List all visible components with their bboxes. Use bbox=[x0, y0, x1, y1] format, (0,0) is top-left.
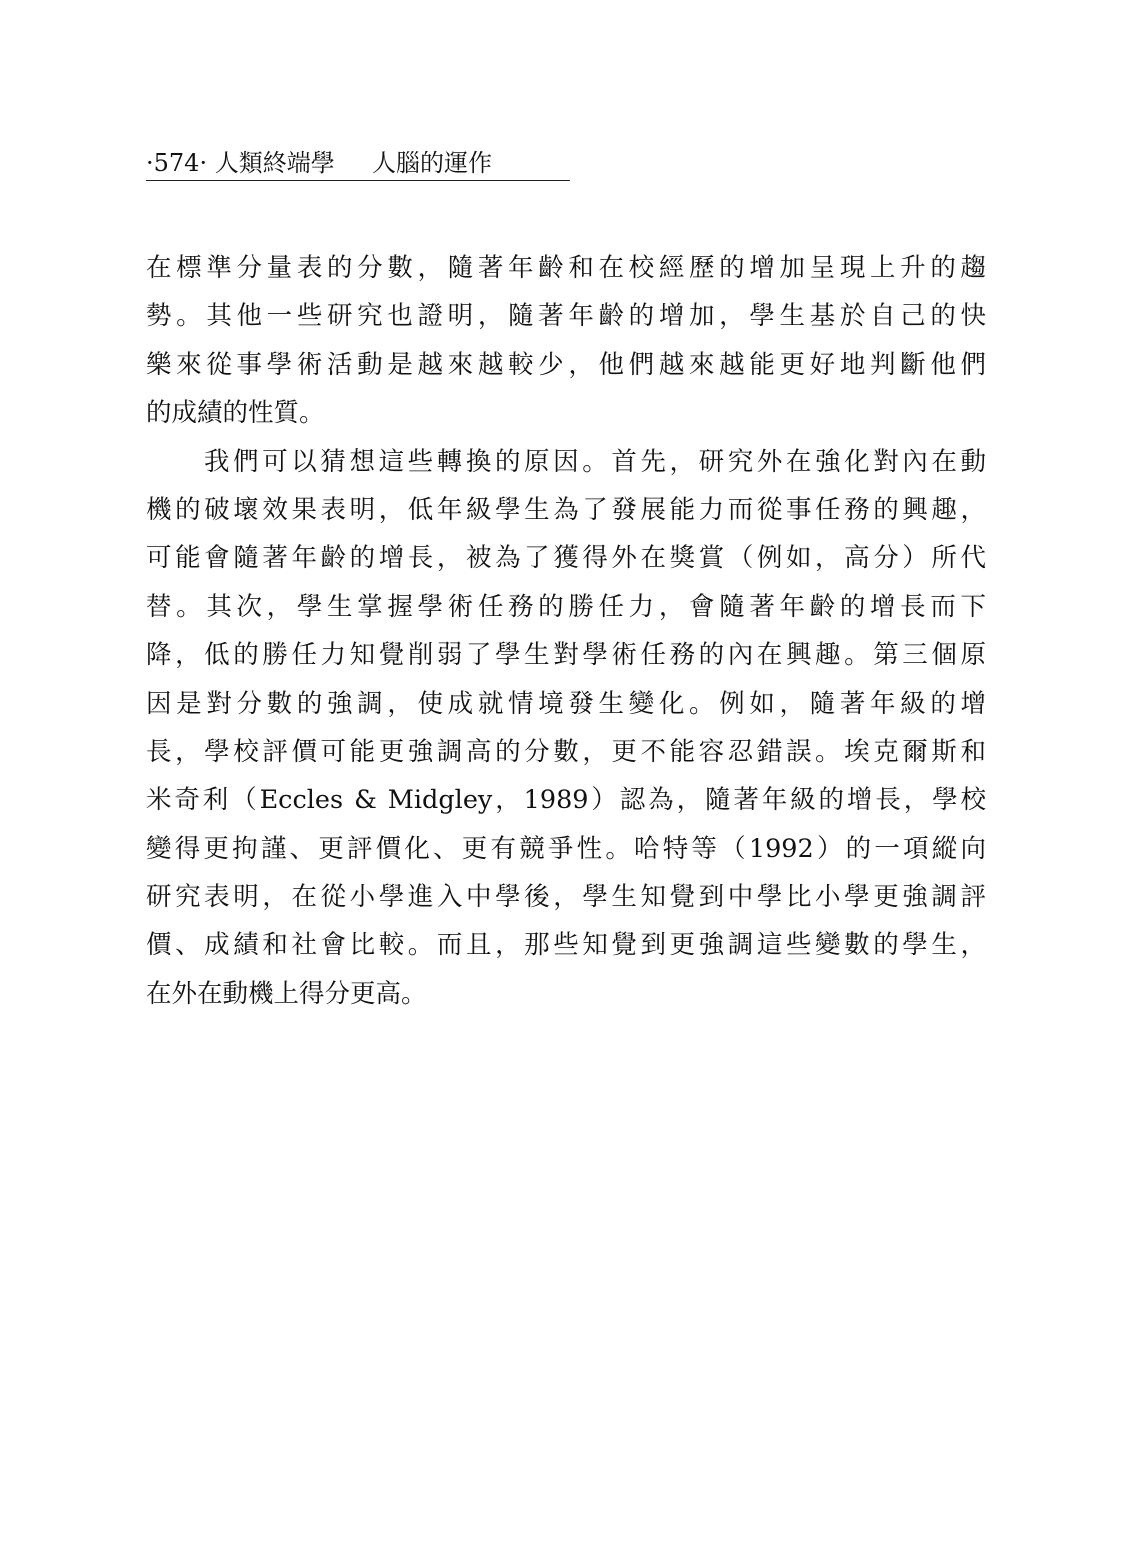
text-line: 在標準分量表的分數，隨著年齡和在校經歷的增加呈現上升的趨 bbox=[146, 253, 986, 283]
book-title: 人類終端學 bbox=[214, 149, 335, 177]
text-line: 在外在動機上得分更高。 bbox=[146, 978, 427, 1009]
text-line: 價、成績和社會比較。而且，那些知覺到更強調這些變數的學生， bbox=[146, 930, 986, 961]
body-text bbox=[146, 244, 986, 1018]
chapter-title: 人腦的運作 bbox=[372, 149, 492, 177]
text-line: 研究表明，在從小學進入中學後，學生知覺到中學比小學更強調評 bbox=[146, 882, 986, 913]
page-number: ·574· bbox=[146, 149, 208, 177]
text-line: 變得更拘謹、更評價化、更有競爭性。哈特等（1992）的一項縱向 bbox=[146, 833, 986, 864]
page-header bbox=[146, 146, 570, 181]
text-line: 替。其次，學生掌握學術任務的勝任力，會隨著年齡的增長而下 bbox=[146, 591, 986, 622]
paragraph-1 bbox=[146, 244, 986, 438]
text-line: 樂來從事學術活動是越來越較少，他們越來越能更好地判斷他們 bbox=[146, 349, 986, 380]
text-line: 長，學校評價可能更強調高的分數，更不能容忍錯誤。埃克爾斯和 bbox=[146, 736, 986, 767]
text-line: 機的破壞效果表明，低年級學生為了發展能力而從事任務的興趣， bbox=[146, 494, 986, 525]
text-line: 降，低的勝任力知覺削弱了學生對學術任務的內在興趣。第三個原 bbox=[146, 640, 986, 671]
text-line: 可能會隨著年齡的增長，被為了獲得外在獎賞（例如，高分）所代 bbox=[146, 543, 986, 574]
text-line: 因是對分數的強調，使成就情境發生變化。例如，隨著年級的增 bbox=[146, 688, 986, 719]
text-line: 勢。其他一些研究也證明，隨著年齡的增加，學生基於自己的快 bbox=[146, 301, 986, 332]
text-line: 的成績的性質。 bbox=[146, 398, 325, 429]
text-line: 米奇利（Eccles & Midgley，1989）認為，隨著年級的增長，學校 bbox=[146, 785, 986, 816]
text-line: 我們可以猜想這些轉換的原因。首先，研究外在強化對內在動 bbox=[204, 446, 986, 477]
paragraph-2 bbox=[146, 438, 986, 1019]
